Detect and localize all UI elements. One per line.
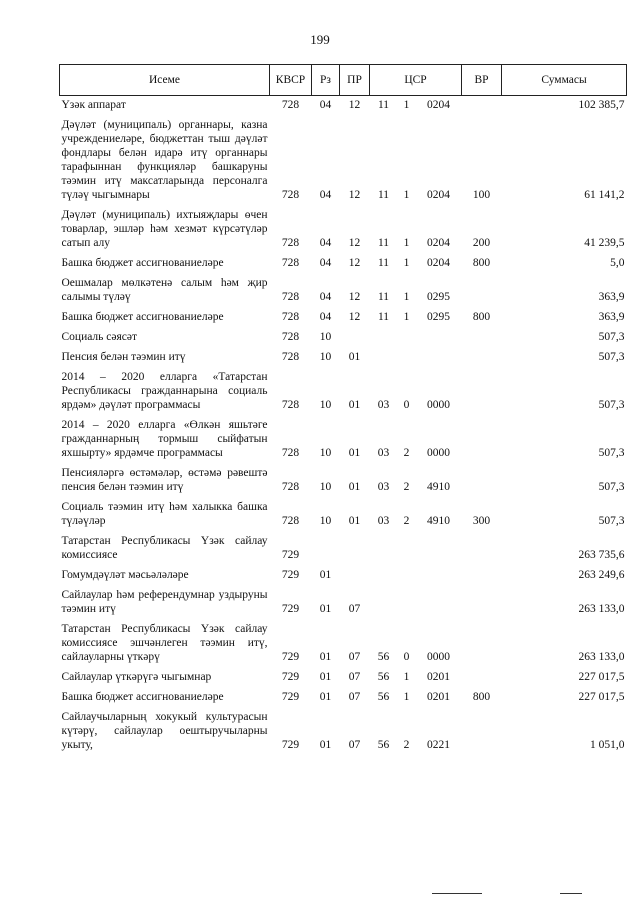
row-sum: 507,3 [598,399,625,411]
table-row [60,566,627,586]
row-name: Дәүләт (муниципаль) органнары, казна учреждениеләре, бюджеттан тыш дәүләт фондлары белән идарә итү органнары тарафыннан функцияләр башкаруны тәэмин итү максатларында персоналга түләү чыгымнары [61,119,268,201]
page-number: 199 [310,32,330,47]
row-rz: 01 [319,651,332,663]
row-kvsr: 728 [281,257,300,269]
row-sum: 507,3 [598,331,625,343]
row-csr-program [370,328,398,348]
row-csr-program [370,348,398,368]
row-kvsr: 729 [281,671,300,683]
row-vr [462,274,502,308]
row-vr: 800 [472,311,491,323]
row-csr-code: 0295 [427,291,451,303]
header-pr: ПР [340,65,370,96]
table-row [60,254,627,274]
row-name: Социаль тәэмин итү һәм халыкка башка түләүләр [61,501,268,527]
row-name: Оешмалар мөлкәтенә салым һәм җир салымы түләү [61,277,268,303]
row-csr-code [416,532,462,566]
header-kvsr: КВСР [270,65,312,96]
row-name: Гомумдәүләт мәсьәләләре [61,569,189,581]
row-csr-program [370,586,398,620]
row-csr-program [370,566,398,586]
row-vr: 300 [472,515,491,527]
row-pr: 12 [348,311,361,323]
row-rz: 10 [319,481,332,493]
row-sum: 507,3 [598,481,625,493]
table-row [60,348,627,368]
row-rz: 01 [319,739,332,751]
table-row [60,586,627,620]
row-csr-program: 03 [377,399,390,411]
row-kvsr: 728 [281,515,300,527]
row-vr [462,368,502,416]
row-vr [462,566,502,586]
row-sum: 227 017,5 [578,671,625,683]
row-pr: 07 [348,651,361,663]
row-pr: 07 [348,671,361,683]
row-csr-program: 56 [377,651,390,663]
row-pr: 12 [348,189,361,201]
row-sum: 41 239,5 [584,237,625,249]
row-sum: 102 385,7 [578,99,625,111]
row-name: 2014 – 2020 елларга «Татарстан Республикасы гражданнарына социаль ярдәм» дәүләт программасы [61,371,268,411]
row-csr-subprogram: 1 [403,99,410,111]
row-sum: 1 051,0 [590,739,625,751]
header-rz: Рз [312,65,340,96]
row-csr-subprogram: 1 [403,671,410,683]
row-csr-subprogram [398,586,416,620]
row-pr: 12 [348,291,361,303]
row-csr-program: 11 [377,311,390,323]
row-name: 2014 – 2020 елларга «Өлкән яшьтәге гражданнарның тормыш сыйфатын яхшырту» ярдәмче программасы [61,419,268,459]
row-name: Үзәк аппарат [61,99,126,111]
row-name: Сайлаулар үткәрүгә чыгымнар [61,671,212,683]
row-rz: 01 [319,691,332,703]
row-csr-program: 56 [377,671,390,683]
row-csr-program: 11 [377,189,390,201]
row-sum: 507,3 [598,351,625,363]
row-sum: 5,0 [610,257,625,269]
row-csr-subprogram: 1 [403,691,410,703]
row-kvsr: 728 [281,311,300,323]
row-kvsr: 728 [281,189,300,201]
row-kvsr: 729 [281,691,300,703]
row-pr [340,532,370,566]
row-sum: 507,3 [598,515,625,527]
row-kvsr: 728 [281,237,300,249]
row-csr-program: 11 [377,237,390,249]
row-kvsr: 728 [281,481,300,493]
row-csr-subprogram: 2 [403,739,410,751]
row-vr [462,708,502,756]
row-csr-subprogram: 2 [403,481,410,493]
footer-stroke-right [560,893,582,894]
row-vr [462,328,502,348]
row-csr-program: 56 [377,691,390,703]
row-csr-code [416,348,462,368]
row-name: Дәүләт (муниципаль) ихтыяҗлары өчен товарлар, эшләр һәм хезмәт күрсәтүләр сатып алу [61,209,268,249]
row-name: Башка бюджет ассигнованиеләре [61,311,224,323]
row-csr-code: 4910 [427,481,451,493]
row-pr: 07 [348,739,361,751]
row-kvsr: 729 [281,549,300,561]
row-csr-subprogram: 1 [403,257,410,269]
row-csr-code: 0000 [427,399,451,411]
row-name: Башка бюджет ассигнованиеләре [61,691,224,703]
row-csr-subprogram: 1 [403,189,410,201]
header-csr: ЦСР [370,65,462,96]
row-vr: 800 [472,257,491,269]
row-name: Татарстан Республикасы Үзәк сайлау комиссиясе [61,535,268,561]
row-name: Социаль сәясәт [61,331,138,343]
row-rz: 10 [319,351,332,363]
footer-stroke-left [432,893,482,894]
row-csr-subprogram: 0 [403,399,410,411]
row-csr-program: 11 [377,291,390,303]
row-pr: 07 [348,603,361,615]
row-vr: 800 [472,691,491,703]
row-kvsr: 729 [281,739,300,751]
row-kvsr: 728 [281,399,300,411]
row-rz: 10 [319,515,332,527]
row-csr-code: 0000 [427,447,451,459]
row-vr [462,464,502,498]
row-name: Пенсияләргә өстәмәләр, өстәмә рәвештә пенсия белән тәэмин итү [61,467,268,493]
row-kvsr: 729 [281,603,300,615]
row-sum: 61 141,2 [584,189,625,201]
row-rz: 04 [319,99,332,111]
row-vr [462,586,502,620]
row-name: Сайлаулар һәм референдумнар уздыруны тәэмин итү [61,589,268,615]
table-row [60,96,627,117]
row-csr-subprogram: 1 [403,311,410,323]
row-csr-program: 56 [377,739,390,751]
row-pr: 12 [348,237,361,249]
row-rz: 04 [319,189,332,201]
row-rz: 01 [319,671,332,683]
row-csr-program [370,532,398,566]
row-vr: 100 [472,189,491,201]
row-csr-code: 0201 [427,671,451,683]
row-csr-program: 11 [377,257,390,269]
row-csr-program: 03 [377,447,390,459]
row-csr-subprogram: 1 [403,237,410,249]
row-csr-subprogram: 2 [403,515,410,527]
row-kvsr: 728 [281,99,300,111]
row-vr [462,348,502,368]
row-sum: 263 735,6 [578,549,625,561]
header-sum: Суммасы [502,65,627,96]
row-csr-program: 03 [377,515,390,527]
row-csr-code [416,566,462,586]
row-kvsr: 728 [281,291,300,303]
row-sum: 263 249,6 [578,569,625,581]
row-pr: 01 [348,351,361,363]
row-csr-subprogram: 1 [403,291,410,303]
row-rz: 04 [319,291,332,303]
row-kvsr: 728 [281,351,300,363]
header-name: Исеме [60,65,270,96]
row-sum: 363,9 [598,291,625,303]
row-sum: 263 133,0 [578,651,625,663]
row-vr [462,532,502,566]
table-row [60,620,627,668]
row-rz: 01 [319,603,332,615]
row-csr-code: 0000 [427,651,451,663]
header-vr: ВР [462,65,502,96]
row-rz: 04 [319,311,332,323]
table-row [60,532,627,566]
row-sum: 227 017,5 [578,691,625,703]
row-rz: 10 [319,399,332,411]
row-csr-code: 0201 [427,691,451,703]
row-name: Пенсия белән тәэмин итү [61,351,186,363]
row-pr: 01 [348,399,361,411]
row-csr-code: 0204 [427,237,451,249]
row-rz: 04 [319,237,332,249]
row-vr: 200 [472,237,491,249]
row-csr-subprogram [398,348,416,368]
row-rz: 04 [319,257,332,269]
row-rz: 01 [319,569,332,581]
row-csr-program: 03 [377,481,390,493]
row-pr [340,328,370,348]
row-vr [462,96,502,117]
row-csr-subprogram [398,328,416,348]
row-csr-code [416,328,462,348]
row-kvsr: 728 [281,447,300,459]
row-rz [312,532,340,566]
table-row [60,416,627,464]
row-sum: 263 133,0 [578,603,625,615]
table-row [60,498,627,532]
row-csr-code: 0295 [427,311,451,323]
budget-table [59,64,627,756]
row-pr: 07 [348,691,361,703]
row-csr-subprogram [398,566,416,586]
table-row [60,274,627,308]
row-name: Сайлаучыларның хокукый культурасын күтәрү, сайлаулар оештыручыларны укыту, [61,711,268,751]
row-csr-subprogram [398,532,416,566]
table-row [60,368,627,416]
table-row [60,708,627,756]
row-sum: 507,3 [598,447,625,459]
table-row [60,308,627,328]
row-kvsr: 729 [281,569,300,581]
table-row [60,116,627,206]
row-pr: 01 [348,515,361,527]
row-csr-code: 0204 [427,99,451,111]
row-csr-code: 0221 [427,739,451,751]
row-pr: 01 [348,447,361,459]
row-sum: 363,9 [598,311,625,323]
row-rz: 10 [319,447,332,459]
row-pr [340,566,370,586]
row-vr [462,416,502,464]
row-kvsr: 728 [281,331,300,343]
table-row [60,688,627,708]
row-name: Башка бюджет ассигнованиеләре [61,257,224,269]
row-csr-code: 4910 [427,515,451,527]
row-name: Татарстан Республикасы Үзәк сайлау комиссиясе эшчәнлеген тәэмин итү, сайлауларны үткәрү [61,623,268,663]
row-vr [462,620,502,668]
table-row [60,206,627,254]
row-csr-subprogram: 2 [403,447,410,459]
table-row [60,668,627,688]
row-rz: 10 [319,331,332,343]
row-csr-code [416,586,462,620]
row-csr-subprogram: 0 [403,651,410,663]
row-vr [462,668,502,688]
table-body [60,96,627,757]
table-header-row [60,65,627,96]
table-row [60,464,627,498]
row-pr: 01 [348,481,361,493]
row-pr: 12 [348,257,361,269]
table-row [60,328,627,348]
row-pr: 12 [348,99,361,111]
row-csr-program: 11 [377,99,390,111]
row-kvsr: 729 [281,651,300,663]
row-csr-code: 0204 [427,257,451,269]
row-csr-code: 0204 [427,189,451,201]
